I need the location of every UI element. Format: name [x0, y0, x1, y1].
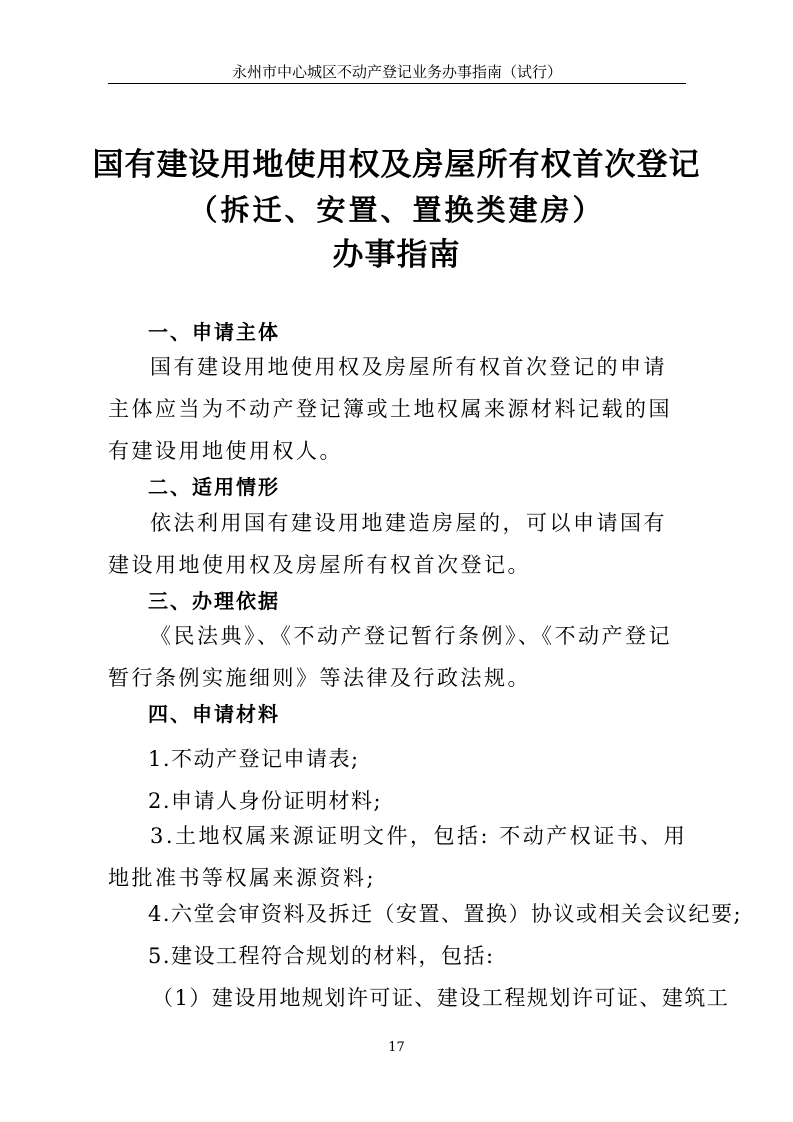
material-item-1: 1.不动产登记申请表; — [148, 747, 360, 771]
section-heading-applicable: 二、适用情形 — [148, 475, 280, 499]
section-text-basis: 《民法典》、《不动产登记暂行条例》、《不动产登记暂行条例实施细则》等法律及行政法规。 — [108, 624, 672, 690]
material-item-5: 5.建设工程符合规划的材料，包括: — [148, 944, 495, 968]
document-title-line3: 办事指南 — [332, 237, 461, 273]
page-number: 17 — [388, 1040, 405, 1055]
material-item-2: 2.申请人身份证明材料; — [148, 789, 383, 813]
section-heading-basis: 三、办理依据 — [148, 589, 280, 613]
document-title-line1: 国有建设用地使用权及房屋所有权首次登记 — [92, 147, 701, 183]
section-heading-materials: 四、申请材料 — [148, 702, 280, 726]
section-text-applicant: 国有建设用地使用权及房屋所有权首次登记的申请主体应当为不动产登记簿或土地权属来源材料记载的国有建设用地使用权人。 — [108, 355, 672, 463]
material-item-5-1: （1）建设用地规划许可证、建设工程规划许可证、建筑工 — [152, 986, 730, 1010]
header-rule — [108, 83, 686, 84]
document-title-line2: （拆迁、安置、置换类建房） — [188, 193, 605, 227]
material-item-4: 4.六堂会审资料及拆迁（安置、置换）协议或相关会议纪要; — [148, 902, 743, 926]
section-text-applicable: 依法利用国有建设用地建造房屋的，可以申请国有建设用地使用权及房屋所有权首次登记。 — [108, 511, 667, 577]
running-header: 永州市中心城区不动产登记业务办事指南（试行） — [231, 63, 562, 81]
section-heading-applicant: 一、申请主体 — [148, 320, 280, 344]
material-item-3: 3.土地权属来源证明文件，包括: 不动产权证书、用地批准书等权属来源资料; — [108, 824, 688, 890]
